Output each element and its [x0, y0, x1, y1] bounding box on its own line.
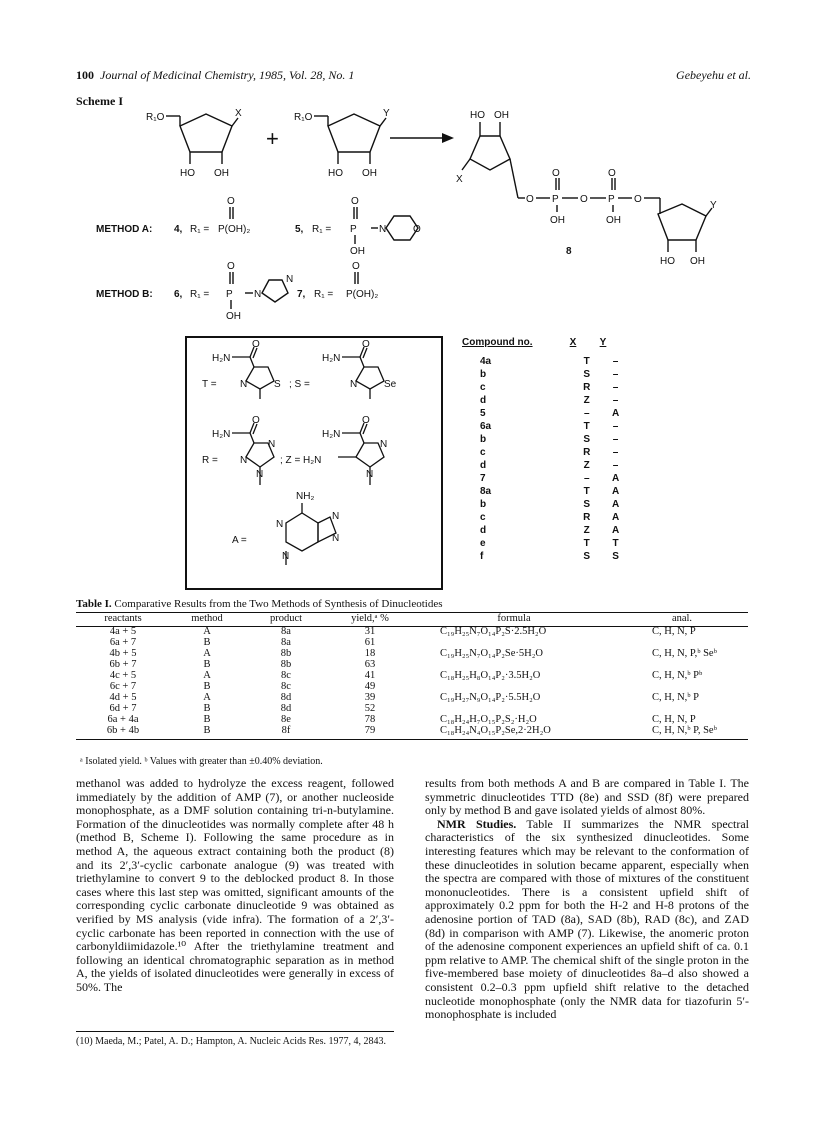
- compound-x: Z: [583, 460, 590, 471]
- compound-x: –: [583, 408, 590, 419]
- legend-t-s: S: [274, 379, 281, 390]
- compound-no: 7: [480, 473, 486, 484]
- method-cell: B: [203, 713, 211, 725]
- method-b-6-n2: N: [286, 274, 294, 285]
- scheme-title: Scheme I: [76, 94, 123, 108]
- reactants-cell: 4c + 5: [109, 669, 137, 681]
- table-row: [76, 726, 748, 740]
- yield-cell: 61: [364, 636, 376, 648]
- method-a-5-p: P: [350, 224, 357, 235]
- yield-cell: 18: [364, 647, 376, 659]
- compound-y: –: [612, 447, 619, 458]
- plus-sign: +: [266, 126, 279, 151]
- table-row: [76, 649, 748, 660]
- product-x-label: X: [456, 174, 463, 185]
- anal-cell: [616, 660, 748, 671]
- compound-y: A: [611, 486, 620, 497]
- compound-row: [460, 511, 630, 524]
- compound-x: Z: [583, 395, 590, 406]
- compound-x: T: [583, 538, 590, 549]
- method-cell: A: [203, 691, 211, 703]
- compound-table-header: [460, 336, 630, 349]
- legend-s-h2n: H₂N: [322, 353, 341, 364]
- anal-cell: [616, 682, 748, 693]
- compound-y: A: [611, 499, 620, 510]
- product-oh-label: OH: [494, 110, 509, 121]
- compound-x: S: [583, 434, 591, 445]
- method-a-5-n: N: [379, 224, 387, 235]
- product-p2: P: [608, 194, 615, 205]
- method-cell: B: [203, 636, 211, 648]
- anal-cell: [616, 638, 748, 649]
- product-oxo2: O: [608, 168, 616, 179]
- compound-no: b: [480, 434, 487, 445]
- sugar1-ho-label: HO: [180, 168, 195, 179]
- legend-s-o: O: [362, 339, 370, 350]
- method-b-7-oxo: O: [352, 261, 360, 272]
- page-number: 100: [76, 68, 94, 82]
- formula-cell: [412, 704, 616, 715]
- sugar2-y-label: Y: [383, 108, 390, 119]
- compound-row: [460, 472, 630, 485]
- product-o3: O: [634, 194, 642, 205]
- product-cell: 8c: [281, 680, 291, 692]
- compound-y: –: [612, 369, 619, 380]
- legend-z-h2n: H₂N: [322, 429, 341, 440]
- legend-a-n9: N: [282, 551, 290, 562]
- anal-cell: C, H, N, P: [652, 713, 696, 725]
- method-b-6-n1: N: [254, 289, 262, 300]
- formula-cell: C₁₉H₂₅N₇O₁₄P₂Se·5H₂O: [440, 647, 543, 659]
- compound-x: –: [583, 473, 590, 484]
- compound-no: 5: [480, 408, 486, 419]
- table-row: [76, 671, 748, 682]
- paragraph: results from both methods A and B are compared in Table I. The symmetric dinucleotides TTD (8e) and SSD (8f) were prepared only by method B and gave isolated yields of almost 80%.: [425, 776, 749, 818]
- compound-no: b: [480, 369, 487, 380]
- method-b-6-p: P: [226, 289, 233, 300]
- compound-row: [460, 446, 630, 459]
- yield-header: yield,ᵃ %: [328, 613, 412, 627]
- table-row: [76, 693, 748, 704]
- method-cell: B: [203, 680, 211, 692]
- method-a-compound-4: 4,: [174, 224, 183, 235]
- table-caption: [76, 598, 443, 610]
- compound-no: c: [480, 382, 486, 393]
- product-oxo1: O: [552, 168, 560, 179]
- product-cell: 8d: [280, 702, 292, 714]
- reaction-scheme: [70, 104, 750, 334]
- method-header: method: [170, 613, 244, 627]
- anal-header: anal.: [616, 613, 748, 627]
- table-row: [76, 715, 748, 726]
- anal-cell: C, H, N,ᵇ P: [652, 691, 700, 703]
- compound-no: d: [480, 525, 487, 536]
- compound-y: A: [611, 525, 620, 536]
- table-footnote: ᵃ Isolated yield. ᵇ Values with greater than ±0.40% deviation.: [80, 756, 323, 767]
- formula-cell: C₁₈H₂₅H₈O₁₄P₂·3.5H₂O: [440, 669, 541, 681]
- compound-x: S: [583, 499, 591, 510]
- compound-x: T: [583, 486, 590, 497]
- journal-citation: Journal of Medicinal Chemistry, 1985, Vol. 28, No. 1: [100, 68, 355, 82]
- legend-a-n3: N: [332, 533, 340, 544]
- base-structures: [186, 337, 438, 585]
- anal-cell: C, H, N, P: [652, 625, 696, 637]
- running-header: [76, 68, 354, 83]
- compound-row: [460, 420, 630, 433]
- paragraph-text: Table II summarizes the NMR spectral characteristics of the six synthesized dinucleotides. Some interesting features which may be relevant to the conformation of these dinucleotides in solution became apparent, especially when the spectra are compared with those of mixtures of the constituent mononucleotides. There is a consistent upfield shift of approximately 0.2 ppm for both the H-2 and H-8 protons of the adenosine portion of TAD (8a), SAD (8b), RAD (8c), and ZAD (8d) in comparison with AMP (7). Likewise, the anomeric proton of the adenosine component experiences an upfield shift of ca. 0.1 ppm relative to AMP. The chemical shift of the single proton in the five-membered base moiety of dinucleotides 8a–d also showed a consistent 0.2–0.3 ppm upfield shift relative to the detached nucleotide monophosphate (only the NMR data for tiazofurin 5′-monophosphate is included: [425, 816, 749, 1022]
- compound-y: –: [612, 395, 619, 406]
- reactants-cell: 6b + 4b: [76, 726, 170, 740]
- compound-x: S: [583, 551, 591, 562]
- legend-t-label: T =: [202, 379, 217, 390]
- reactants-cell: 4d + 5: [109, 691, 137, 703]
- table-row: [76, 660, 748, 671]
- running-authors: Gebeyehu et al.: [676, 68, 751, 82]
- formula-cell: [412, 638, 616, 649]
- anal-cell: C, H, N,ᵇ P, Seᵇ: [616, 726, 748, 740]
- compound-row: [460, 433, 630, 446]
- compound-row: [460, 537, 630, 550]
- compound-y: A: [611, 512, 620, 523]
- product-o2: O: [580, 194, 588, 205]
- compound-row: [460, 407, 630, 420]
- product-y-label: Y: [710, 200, 717, 211]
- compound-row: [460, 459, 630, 472]
- method-b-7-r: R₁ =: [314, 289, 334, 300]
- product-o1: O: [526, 194, 534, 205]
- yield-cell: 39: [364, 691, 376, 703]
- method-a-4-oxo: O: [227, 196, 235, 207]
- product-number: 8: [566, 246, 572, 257]
- compound-y: A: [611, 408, 620, 419]
- section-heading: NMR Studies.: [437, 816, 517, 831]
- legend-r-n1: N: [268, 439, 276, 450]
- yield-cell: 31: [364, 625, 376, 637]
- legend-s-n: N: [350, 379, 358, 390]
- compound-x: T: [583, 356, 590, 367]
- product-cell: 8a: [281, 636, 291, 648]
- product-cell: 8b: [280, 647, 292, 659]
- reactants-cell: 4b + 5: [109, 647, 137, 659]
- compound-x: S: [583, 369, 591, 380]
- legend-s-se: Se: [384, 379, 397, 390]
- legend-t-h2n: H₂N: [212, 353, 231, 364]
- compound-row: [460, 524, 630, 537]
- product-ho-label: HO: [470, 110, 485, 121]
- compound-header: Compound no.: [462, 337, 533, 348]
- compound-x: Z: [583, 525, 590, 536]
- compound-y: –: [612, 356, 619, 367]
- compound-y: S: [612, 551, 619, 562]
- table-row: [76, 682, 748, 693]
- product-p1: P: [552, 194, 559, 205]
- method-cell: A: [203, 625, 211, 637]
- legend-z-n2: N: [366, 469, 374, 480]
- product-cell: 8c: [281, 669, 291, 681]
- product-header: product: [244, 613, 328, 627]
- compound-no: c: [480, 512, 486, 523]
- yield-cell: 49: [364, 680, 376, 692]
- legend-r-label: R =: [202, 455, 218, 466]
- table-header-row: [76, 613, 748, 627]
- formula-cell: C₁₈H₂₄N₄O₁₅P₂Se,2·2H₂O: [412, 726, 616, 740]
- product-cell: 8f: [244, 726, 328, 740]
- compound-x: T: [583, 421, 590, 432]
- anal-cell: [616, 704, 748, 715]
- legend-t-o: O: [252, 339, 260, 350]
- product-cell: 8d: [280, 691, 292, 703]
- legend-r-o: O: [252, 415, 260, 426]
- sugar2-r-label: R₁O: [294, 112, 313, 123]
- anal-cell: C, H, N, P,ᵇ Seᵇ: [652, 647, 717, 659]
- compound-row: [460, 550, 630, 563]
- method-a-5-oxo: O: [351, 196, 359, 207]
- legend-a-nh2: NH₂: [296, 491, 315, 502]
- product-oh1: OH: [550, 215, 565, 226]
- compound-y: A: [611, 473, 620, 484]
- formula-cell: C₁₉H₂₅N₇O₁₄P₂S·2.5H₂O: [440, 625, 547, 637]
- legend-r-h2n: H₂N: [212, 429, 231, 440]
- paragraph: [425, 818, 749, 1022]
- method-a-5-oh: OH: [350, 246, 365, 257]
- method-a-5-o: O: [413, 224, 421, 235]
- compound-y: –: [612, 382, 619, 393]
- reactants-cell: 6b + 7: [109, 658, 137, 670]
- compound-x: R: [583, 382, 591, 393]
- compound-y: –: [612, 421, 619, 432]
- compound-no: 6a: [480, 421, 492, 432]
- legend-r-n3: N: [256, 469, 264, 480]
- compound-no: c: [480, 447, 486, 458]
- legend-t-n: N: [240, 379, 248, 390]
- reactants-cell: 6d + 7: [109, 702, 137, 714]
- yield-cell: 41: [364, 669, 376, 681]
- compound-table: [460, 336, 630, 563]
- legend-a-label: A =: [232, 535, 247, 546]
- method-b-6-r: R₁ =: [190, 289, 210, 300]
- paragraph: methanol was added to hydrolyze the excess reagent, followed immediately by the addition of AMP (7), or another nucleoside monophosphate, as a DMF solution containing tri-n-butylamine. Formation of the dinucleotides was normally complete after 48 h (method B, Scheme I). Following the same procedure as in method A, the aqueous extract containing both the product (8) and its 2′,3′-cyclic carbonate analogue (9) was treated with triethylamine to convert 9 to the deblocked product 8. In those cases where this last step was omitted, significant amounts of the corresponding cyclic carbonate dinucleotide 9 was obtained as verified by MS analysis (vide infra). The formation of a 2′,3′-cyclic carbonate has been reported in connection with the use of carbonyldiimidazole.¹⁰ After the triethylamine treatment and following an identical chromatographic separation as in method A, the yields of isolated dinucleotides were generally in excess of 50%. The: [76, 776, 394, 994]
- method-cell: A: [203, 647, 211, 659]
- method-b-compound-7: 7,: [297, 289, 306, 300]
- legend-r-n2: N: [240, 455, 248, 466]
- reactants-cell: 4a + 5: [109, 625, 137, 637]
- formula-cell: [412, 660, 616, 671]
- sugar2-ho-label: HO: [328, 168, 343, 179]
- method-a-4-r: R₁ =: [190, 224, 210, 235]
- body-column-right: [425, 777, 749, 1022]
- method-a-compound-5: 5,: [295, 224, 304, 235]
- compound-row: [460, 355, 630, 368]
- product-oh2: OH: [606, 215, 621, 226]
- compound-y: –: [612, 434, 619, 445]
- yield-cell: 79: [328, 726, 412, 740]
- table-row: [76, 638, 748, 649]
- compound-x: R: [583, 512, 591, 523]
- method-b-6-oh: OH: [226, 311, 241, 322]
- product-cell: 8b: [280, 658, 292, 670]
- product-ho2: HO: [660, 256, 675, 267]
- method-a-label: METHOD A:: [96, 224, 153, 235]
- formula-cell: C₁₈H₂₄H₇O₁₅P₂S₂·H₂O: [440, 713, 537, 725]
- legend-s-label: ; S =: [289, 379, 310, 390]
- method-cell: B: [203, 702, 211, 714]
- formula-cell: C₁₉H₂₇N₉O₁₄P₂·5.5H₂O: [440, 691, 541, 703]
- sugar1-r-label: R₁O: [146, 112, 165, 123]
- legend-z-n1: N: [380, 439, 388, 450]
- dinucleotide-synthesis-table: [76, 612, 748, 740]
- legend-a-n1: N: [276, 519, 284, 530]
- sugar1-oh-label: OH: [214, 168, 229, 179]
- compound-row: [460, 485, 630, 498]
- compound-no: d: [480, 460, 487, 471]
- reactants-cell: 6a + 4a: [107, 713, 139, 725]
- reactants-cell: 6c + 7: [109, 680, 137, 692]
- compound-no: e: [480, 538, 486, 549]
- compound-row: [460, 368, 630, 381]
- yield-cell: 63: [364, 658, 376, 670]
- legend-a-n7: N: [332, 511, 340, 522]
- product-oh3: OH: [690, 256, 705, 267]
- body-column-left: [76, 777, 394, 995]
- y-header: Y: [599, 337, 607, 348]
- legend-z-label: ; Z = H₂N: [280, 455, 322, 466]
- compound-row: [460, 394, 630, 407]
- reactants-header: reactants: [76, 613, 170, 627]
- compound-no: f: [480, 551, 484, 562]
- compound-no: d: [480, 395, 487, 406]
- method-a-4-group: P(OH)₂: [218, 224, 251, 235]
- compound-row: [460, 498, 630, 511]
- method-a-5-r: R₁ =: [312, 224, 332, 235]
- legend-z-o: O: [362, 415, 370, 426]
- reference-rule: [76, 1031, 394, 1032]
- table-caption-text: Comparative Results from the Two Methods of Synthesis of Dinucleotides: [114, 598, 443, 610]
- compound-row: [460, 381, 630, 394]
- yield-cell: 52: [364, 702, 376, 714]
- yield-cell: 78: [364, 713, 376, 725]
- formula-cell: [412, 682, 616, 693]
- sugar1-x-label: X: [235, 108, 242, 119]
- x-header: X: [569, 337, 577, 348]
- compound-no: 4a: [480, 356, 492, 367]
- method-cell: A: [203, 669, 211, 681]
- method-b-6-oxo: O: [227, 261, 235, 272]
- method-b-compound-6: 6,: [174, 289, 183, 300]
- table-label: Table I.: [76, 598, 112, 610]
- compound-no: b: [480, 499, 487, 510]
- table-row: [76, 626, 748, 638]
- formula-header: formula: [412, 613, 616, 627]
- anal-cell: C, H, N,ᵇ Pᵇ: [652, 669, 703, 681]
- product-cell: 8a: [281, 625, 291, 637]
- product-cell: 8e: [281, 713, 291, 725]
- table-row: [76, 704, 748, 715]
- sugar2-oh-label: OH: [362, 168, 377, 179]
- reference-10: (10) Maeda, M.; Patel, A. D.; Hampton, A. Nucleic Acids Res. 1977, 4, 2843.: [76, 1036, 386, 1047]
- compound-no: 8a: [480, 486, 492, 497]
- compound-y: –: [612, 460, 619, 471]
- reactants-cell: 6a + 7: [109, 636, 137, 648]
- method-b-label: METHOD B:: [96, 289, 153, 300]
- method-cell: B: [203, 658, 211, 670]
- compound-x: R: [583, 447, 591, 458]
- compound-y: T: [612, 538, 619, 549]
- method-cell: B: [170, 726, 244, 740]
- method-b-7-group: P(OH)₂: [346, 289, 379, 300]
